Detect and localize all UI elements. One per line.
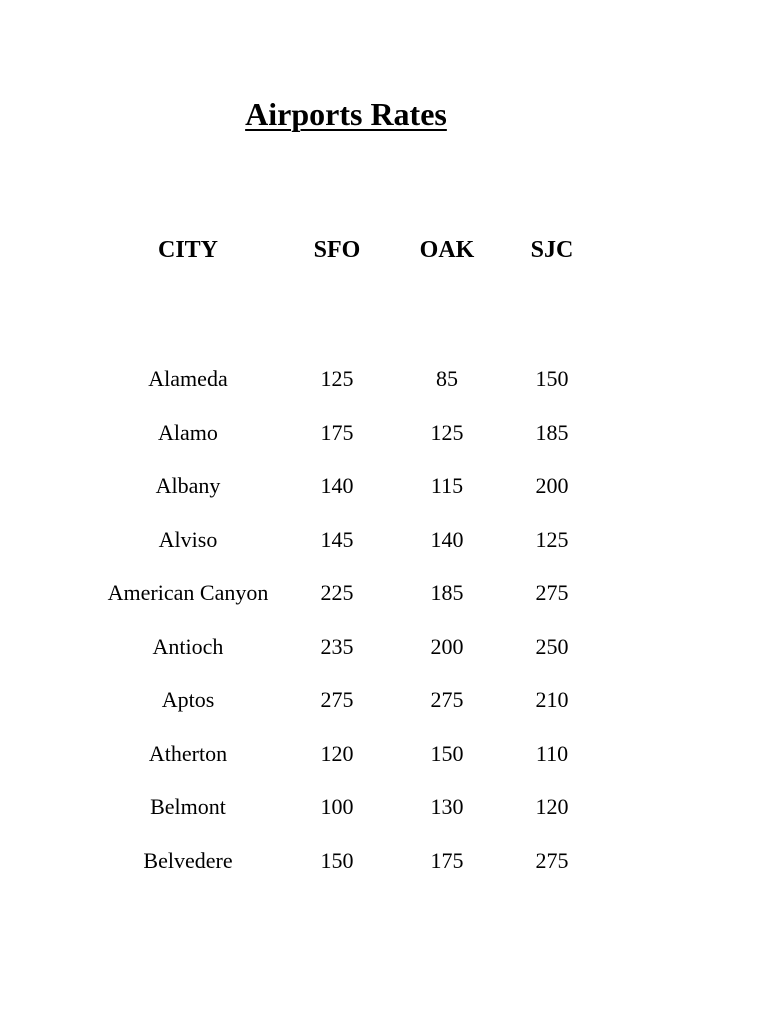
oak-rate-cell: 275 <box>430 687 464 712</box>
oak-rate-cell: 115 <box>430 473 464 498</box>
city-cell: American Canyon <box>107 580 269 605</box>
sfo-rate-cell: 225 <box>320 580 354 605</box>
city-cell: Belvedere <box>143 848 233 873</box>
sjc-rate-cell: 120 <box>535 794 569 819</box>
oak-rate-cell: 200 <box>430 634 464 659</box>
sfo-rate-cell: 275 <box>320 687 354 712</box>
oak-rate-cell: 140 <box>430 527 464 552</box>
sjc-rate-cell: 210 <box>535 687 569 712</box>
sjc-rate-cell: 275 <box>535 848 569 873</box>
sfo-rate-cell: 140 <box>320 473 354 498</box>
city-cell: Alviso <box>158 527 218 552</box>
column-header-oak: OAK <box>419 237 475 263</box>
sfo-rate-cell: 145 <box>320 527 354 552</box>
sjc-rate-cell: 250 <box>535 634 569 659</box>
city-cell: Atherton <box>148 741 228 766</box>
column-header-sfo: SFO <box>313 237 361 263</box>
sjc-rate-cell: 125 <box>535 527 569 552</box>
sjc-rate-cell: 200 <box>535 473 569 498</box>
column-header-city: CITY <box>157 237 218 263</box>
sfo-rate-cell: 235 <box>320 634 354 659</box>
sfo-rate-cell: 150 <box>320 848 354 873</box>
city-cell: Alameda <box>148 366 228 391</box>
sjc-rate-cell: 150 <box>535 366 569 391</box>
sfo-rate-cell: 120 <box>320 741 354 766</box>
sfo-rate-cell: 175 <box>320 420 354 445</box>
city-cell: Antioch <box>152 634 224 659</box>
oak-rate-cell: 85 <box>436 366 458 391</box>
oak-rate-cell: 175 <box>430 848 464 873</box>
oak-rate-cell: 125 <box>430 420 464 445</box>
city-cell: Alamo <box>158 420 218 445</box>
sjc-rate-cell: 110 <box>535 741 569 766</box>
sjc-rate-cell: 275 <box>535 580 569 605</box>
oak-rate-cell: 130 <box>430 794 464 819</box>
sjc-rate-cell: 185 <box>535 420 569 445</box>
page-title: Airports Rates <box>245 96 447 132</box>
column-header-sjc: SJC <box>530 237 574 263</box>
city-cell: Belmont <box>150 794 226 819</box>
oak-rate-cell: 150 <box>430 741 464 766</box>
city-cell: Albany <box>155 473 221 498</box>
sfo-rate-cell: 100 <box>320 794 354 819</box>
city-cell: Aptos <box>161 687 215 712</box>
sfo-rate-cell: 125 <box>320 366 354 391</box>
oak-rate-cell: 185 <box>430 580 464 605</box>
